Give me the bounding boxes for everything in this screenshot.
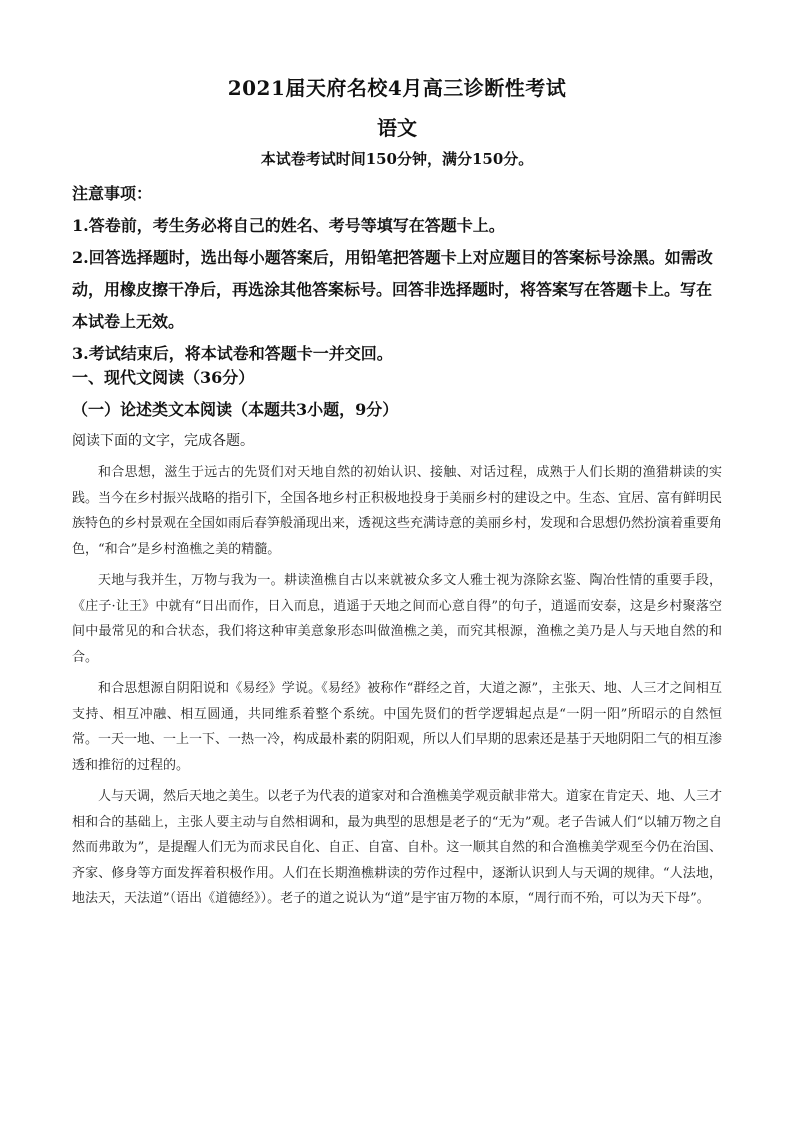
subject-title: 语文 <box>377 116 417 140</box>
notice-heading: 注意事项： <box>72 184 153 203</box>
notice-list <box>72 210 722 370</box>
notice-item: 2.回答选择题时，选出每小题答案后，用铅笔把答题卡上对应题目的答案标号涂黑。如需改动，用橡皮擦干净后，再选涂其他答案标号。回答非选择题时，将答案写在答题卡上。写在本试卷上无效。 <box>72 248 713 331</box>
subsection-heading: （一）论述类文本阅读（本题共3小题，9分） <box>72 400 399 419</box>
exam-title: 2021届天府名校4月高三诊断性考试 <box>227 76 567 100</box>
passage-paragraph: 和合思想，滋生于远古的先贤们对天地自然的初始认识、接触、对话过程，成熟于人们长期的渔猎耕读的实践。当今在乡村振兴战略的指引下，全国各地乡村正积极地投身于美丽乡村的建设之中。生态、宜居、富有鲜明民族特色的乡村景观在全国如雨后春笋般涌现出来，透视这些充满诗意的美丽乡村，发现和合思想仍然扮演着重要角色，“和合”是乡村渔樵之美的精髓。 <box>72 465 723 557</box>
exam-time-note: 本试卷考试时间150分钟，满分150分。 <box>260 150 534 168</box>
passage-paragraph: 和合思想源自阴阳说和《易经》学说。《易经》被称作“群经之首，大道之源”，主张天、地、人三才之间相互支持、相互冲融、相互圆通，共同维系着整个系统。中国先贤们的哲学逻辑起点是“一阴一阳”所昭示的自然恒常。一天一地、一上一下、一热一冷，构成最朴素的阴阳观，所以人们早期的思索还是基于天地阴阳二气的相互渗透和推衍的过程的。 <box>72 681 723 773</box>
reading-instruction: 阅读下面的文字，完成各题。 <box>72 433 254 449</box>
reading-passage <box>72 460 722 918</box>
section-heading: 一、现代文阅读（36分） <box>72 368 255 387</box>
notice-item: 1.答卷前，考生务必将自己的姓名、考号等填写在答题卡上。 <box>72 216 505 235</box>
passage-paragraph: 天地与我并生，万物与我为一。耕读渔樵自古以来就被众多文人雅士视为涤除玄鉴、陶冶性情的重要手段，《庄子·让王》中就有“日出而作，日入而息，逍遥于天地之间而心意自得”的句子，逍遥而安泰，这是乡村聚落空间中最常见的和合状态，我们将这种审美意象形态叫做渔樵之美，而究其根源，渔樵之美乃是人与天地自然的和合。 <box>72 573 722 665</box>
passage-paragraph: 人与天调，然后天地之美生。以老子为代表的道家对和合渔樵美学观贡献非常大。道家在肯定天、地、人三才相和合的基础上，主张人要主动与自然相调和，最为典型的思想是老子的“无为”观。老子告诫人们“以辅万物之自然而弗敢为”，是提醒人们无为而求民自化、自正、自富、自朴。这一顺其自然的和合渔樵美学观至今仍在治国、齐家、修身等方面发挥着积极作用。人们在长期渔樵耕读的劳作过程中，逐渐认识到人与天调的规律。“人法地，地法天，天法道”（语出《道德经》）。老子的道之说认为“道”是宇宙万物的本原，“周行而不殆，可以为天下母”。 <box>72 789 723 906</box>
notice-item: 3.考试结束后，将本试卷和答题卡一并交回。 <box>72 344 393 363</box>
